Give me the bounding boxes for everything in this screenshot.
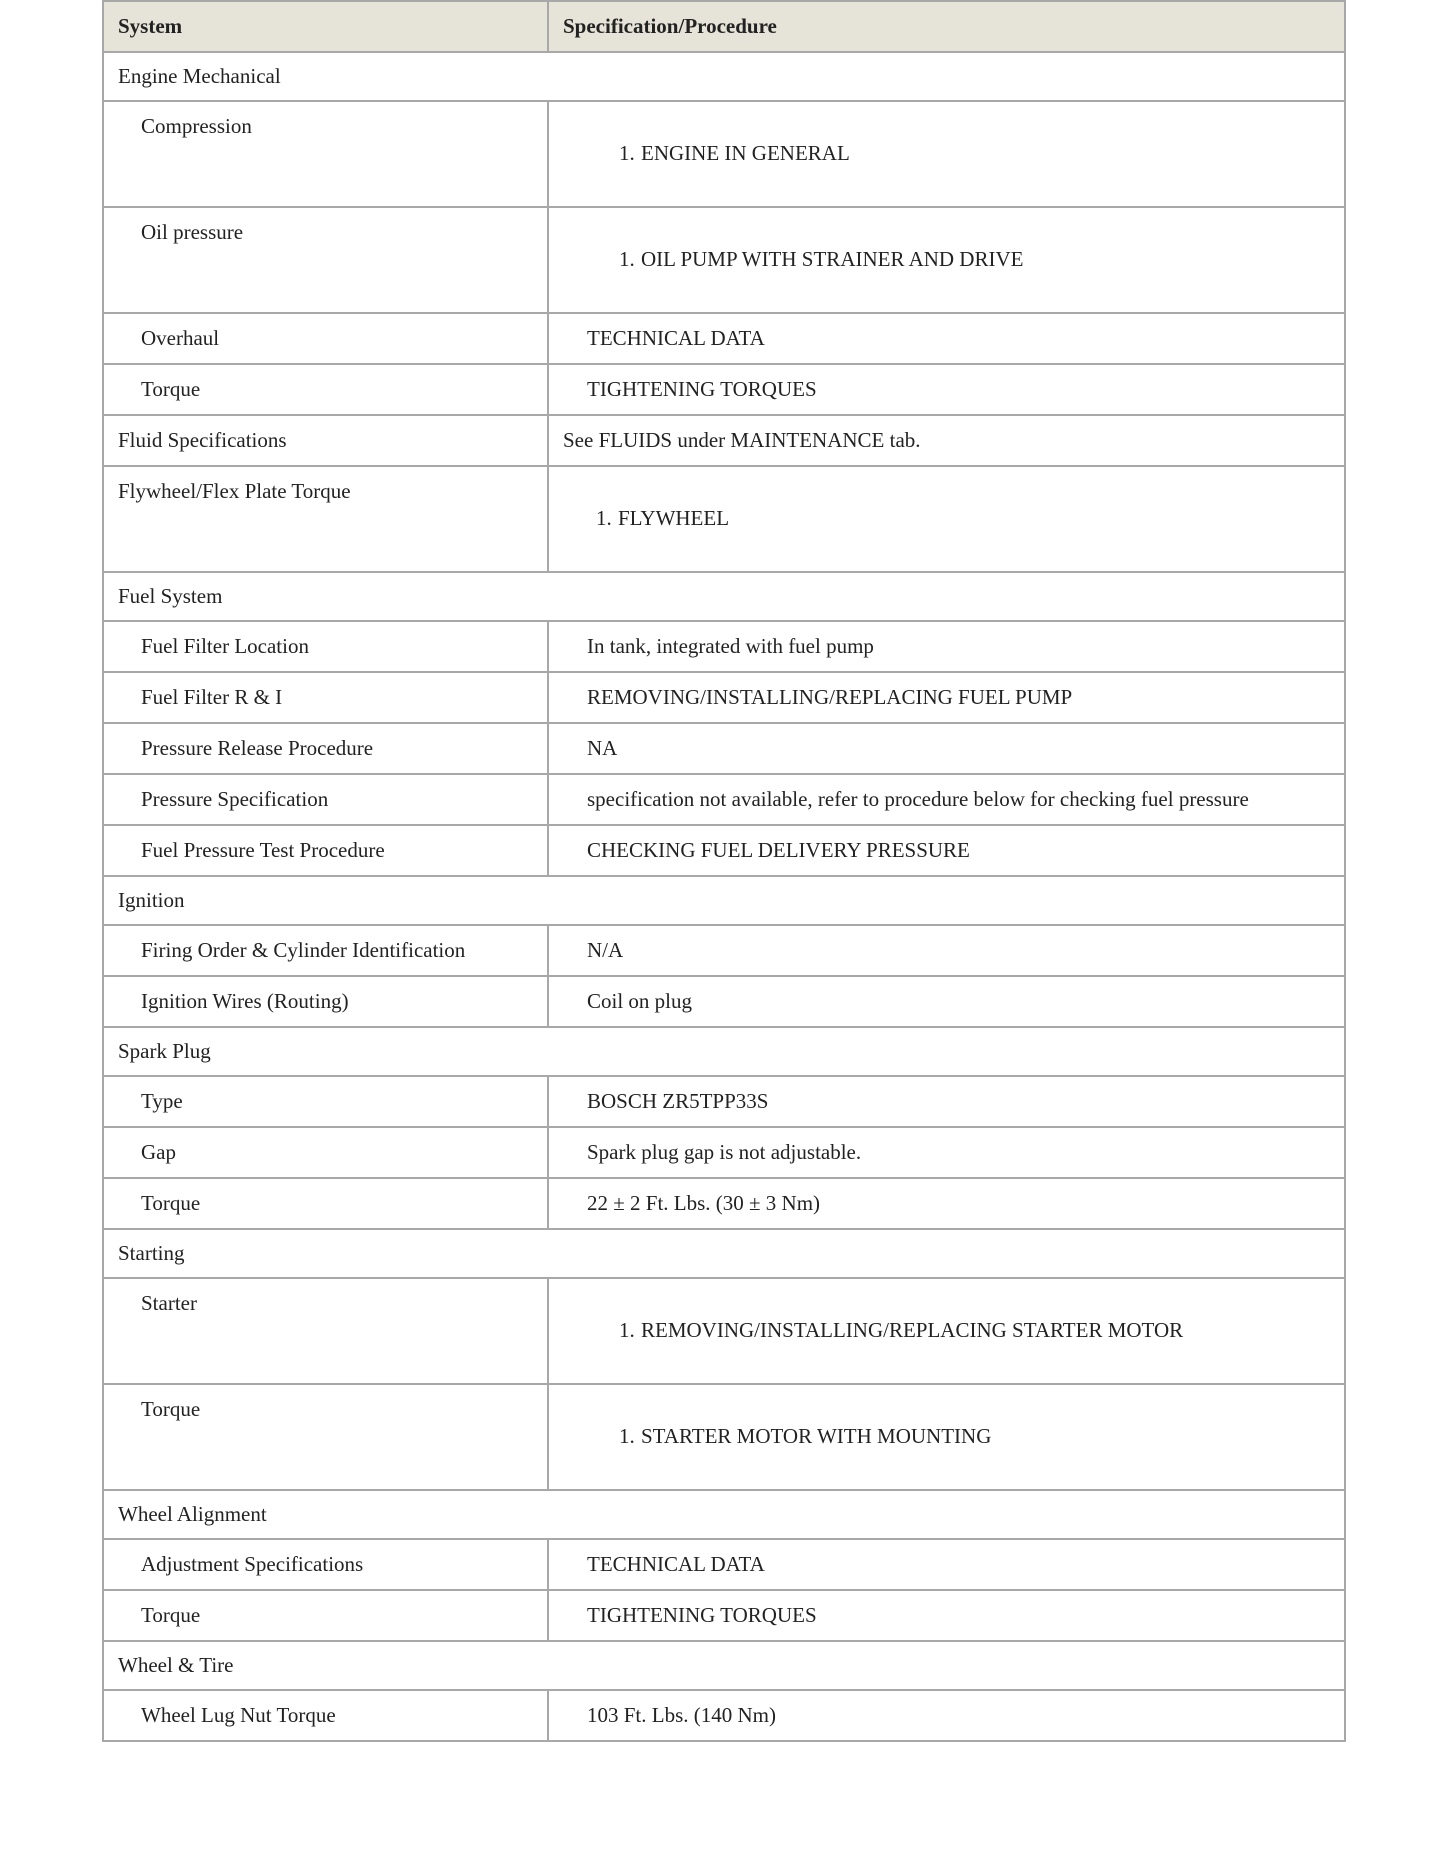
procedure-cell: TECHNICAL DATA [548, 1539, 1345, 1590]
category-label: Engine Mechanical [103, 52, 1345, 101]
system-cell: Starter [103, 1278, 548, 1384]
category-label: Starting [103, 1229, 1345, 1278]
table-row [103, 825, 1345, 876]
category-label: Ignition [103, 876, 1345, 925]
system-cell: Oil pressure [103, 207, 548, 313]
category-row [103, 1229, 1345, 1278]
procedure-cell [548, 1384, 1345, 1490]
procedure-cell [548, 1278, 1345, 1384]
procedure-link[interactable]: OIL PUMP WITH STRAINER AND DRIVE [641, 247, 1024, 272]
table-header [103, 1, 1345, 52]
procedure-list-item [563, 506, 1330, 531]
system-cell: Fuel Filter Location [103, 621, 548, 672]
procedure-link[interactable]: FLYWHEEL [618, 506, 730, 531]
category-label: Wheel Alignment [103, 1490, 1345, 1539]
system-cell: Torque [103, 1384, 548, 1490]
procedure-cell: TECHNICAL DATA [548, 313, 1345, 364]
table-row [103, 207, 1345, 313]
category-row [103, 1641, 1345, 1690]
procedure-cell: specification not available, refer to procedure below for checking fuel pressure [548, 774, 1345, 825]
procedure-cell: TIGHTENING TORQUES [548, 1590, 1345, 1641]
category-row [103, 876, 1345, 925]
table-row [103, 466, 1345, 572]
table-row [103, 415, 1345, 466]
system-cell: Ignition Wires (Routing) [103, 976, 548, 1027]
procedure-cell: N/A [548, 925, 1345, 976]
header-system: System [103, 1, 548, 52]
procedure-cell: CHECKING FUEL DELIVERY PRESSURE [548, 825, 1345, 876]
procedure-cell: REMOVING/INSTALLING/REPLACING FUEL PUMP [548, 672, 1345, 723]
specification-table [102, 0, 1346, 1742]
procedure-link[interactable]: ENGINE IN GENERAL [641, 141, 850, 166]
table-row [103, 1590, 1345, 1641]
category-label: Fuel System [103, 572, 1345, 621]
procedure-cell: See FLUIDS under MAINTENANCE tab. [548, 415, 1345, 466]
procedure-cell: In tank, integrated with fuel pump [548, 621, 1345, 672]
system-cell: Pressure Specification [103, 774, 548, 825]
system-cell: Torque [103, 1178, 548, 1229]
table-row [103, 101, 1345, 207]
category-row [103, 52, 1345, 101]
procedure-cell [548, 101, 1345, 207]
system-cell: Pressure Release Procedure [103, 723, 548, 774]
category-row [103, 1027, 1345, 1076]
list-number: 1. [619, 1318, 635, 1343]
table-row [103, 774, 1345, 825]
system-cell: Wheel Lug Nut Torque [103, 1690, 548, 1741]
system-cell: Fuel Filter R & I [103, 672, 548, 723]
table-row [103, 364, 1345, 415]
procedure-link[interactable]: REMOVING/INSTALLING/REPLACING STARTER MOTOR [641, 1318, 1184, 1343]
table-row [103, 1539, 1345, 1590]
system-cell: Fluid Specifications [103, 415, 548, 466]
system-cell: Compression [103, 101, 548, 207]
table-row [103, 672, 1345, 723]
procedure-cell: 103 Ft. Lbs. (140 Nm) [548, 1690, 1345, 1741]
table-row [103, 313, 1345, 364]
category-label: Spark Plug [103, 1027, 1345, 1076]
table-row [103, 1076, 1345, 1127]
table-row [103, 1127, 1345, 1178]
category-label: Wheel & Tire [103, 1641, 1345, 1690]
system-cell: Gap [103, 1127, 548, 1178]
system-cell: Firing Order & Cylinder Identification [103, 925, 548, 976]
procedure-cell: TIGHTENING TORQUES [548, 364, 1345, 415]
system-cell: Flywheel/Flex Plate Torque [103, 466, 548, 572]
system-cell: Fuel Pressure Test Procedure [103, 825, 548, 876]
list-number: 1. [619, 141, 635, 166]
procedure-link[interactable]: STARTER MOTOR WITH MOUNTING [641, 1424, 992, 1449]
system-cell: Overhaul [103, 313, 548, 364]
table-row [103, 1178, 1345, 1229]
table-body [103, 52, 1345, 1741]
system-cell: Torque [103, 364, 548, 415]
procedure-cell: NA [548, 723, 1345, 774]
procedure-cell: Spark plug gap is not adjustable. [548, 1127, 1345, 1178]
system-cell: Adjustment Specifications [103, 1539, 548, 1590]
procedure-cell [548, 466, 1345, 572]
table-row [103, 723, 1345, 774]
procedure-cell: 22 ± 2 Ft. Lbs. (30 ± 3 Nm) [548, 1178, 1345, 1229]
procedure-list-item [563, 1424, 1330, 1449]
list-number: 1. [619, 1424, 635, 1449]
header-row [103, 1, 1345, 52]
table-row [103, 1384, 1345, 1490]
list-number: 1. [619, 247, 635, 272]
procedure-cell: Coil on plug [548, 976, 1345, 1027]
table-row [103, 1278, 1345, 1384]
table-row [103, 1690, 1345, 1741]
table-row [103, 925, 1345, 976]
procedure-cell [548, 207, 1345, 313]
list-number: 1. [596, 506, 612, 531]
system-cell: Type [103, 1076, 548, 1127]
procedure-list-item [563, 1318, 1330, 1343]
table-row [103, 621, 1345, 672]
category-row [103, 572, 1345, 621]
procedure-cell: BOSCH ZR5TPP33S [548, 1076, 1345, 1127]
table-row [103, 976, 1345, 1027]
procedure-list-item [563, 141, 1330, 166]
procedure-list-item [563, 247, 1330, 272]
system-cell: Torque [103, 1590, 548, 1641]
category-row [103, 1490, 1345, 1539]
header-procedure: Specification/Procedure [548, 1, 1345, 52]
